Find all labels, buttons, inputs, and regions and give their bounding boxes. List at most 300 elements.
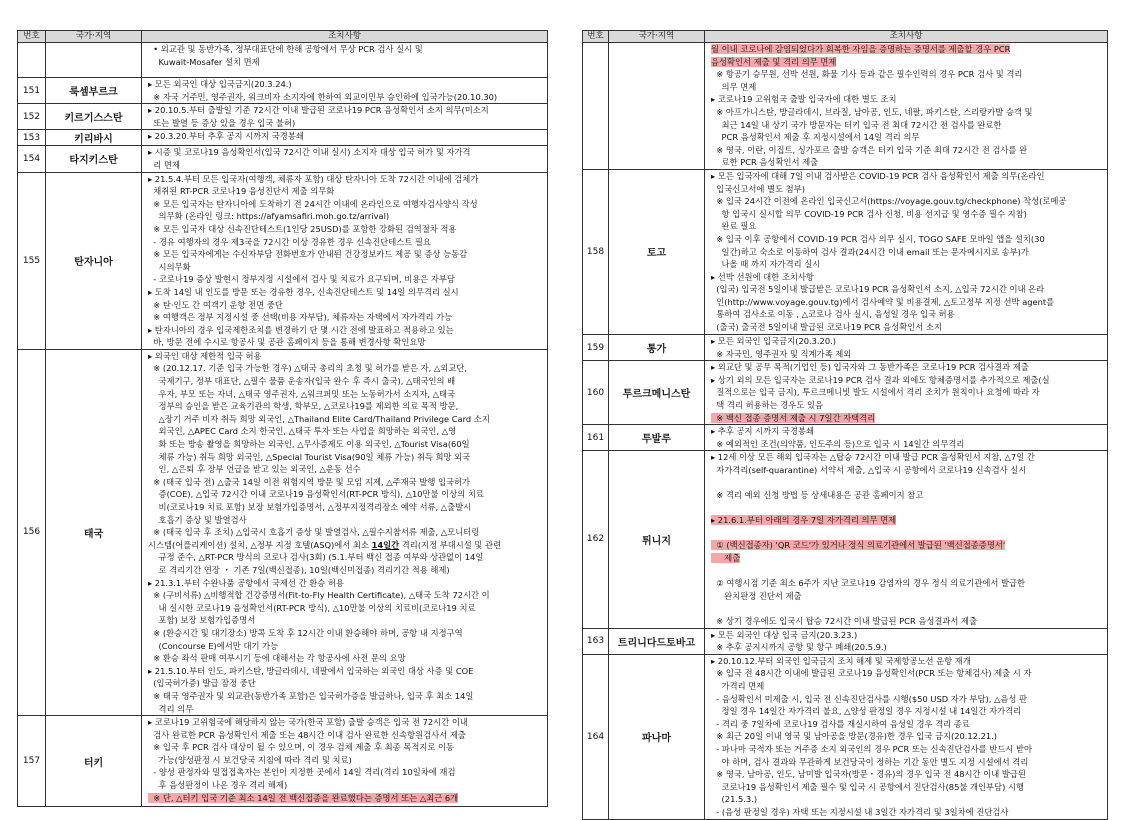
row-number: 158 (583, 169, 609, 334)
header-action: 조치사항 (705, 31, 1108, 43)
action-line (148, 413, 543, 426)
row-number: 151 (18, 78, 46, 104)
action-line (148, 564, 543, 577)
action-line (711, 793, 1103, 806)
action-text: ▸ 21.5.4.부터 모든 입국자(여행객, 체류자 포함) 대상 탄자니아 도착 72시간 이내에 검체가 (148, 173, 479, 184)
action-line (148, 198, 543, 211)
row-number: 162 (583, 451, 609, 628)
action-text: ※ 예외적인 조건(의약품, 인도주의 등)으로 입국 시 14일간 의무격리 (711, 438, 965, 449)
action-line (711, 476, 1103, 489)
action-line (148, 652, 543, 665)
action-line (148, 350, 543, 363)
action-line (711, 680, 1103, 693)
action-text (711, 566, 714, 576)
action-line (711, 170, 1103, 183)
action-line (711, 296, 1103, 309)
action-cell (142, 146, 548, 172)
action-line (148, 286, 543, 299)
action-text: • 외교관 및 동반가족, 정부대표단에 한해 공항에서 무상 PCR 검사 실시 및 (148, 44, 423, 54)
action-line (711, 425, 1103, 438)
action-text: ※ 격리 예외 신청 방법 등 상세내용은 공관 홈페이지 참고 (711, 490, 924, 501)
action-line (148, 677, 543, 690)
action-line (148, 78, 543, 91)
action-line (148, 476, 543, 489)
action-text: ▸ 코로나19 고위험국 출발 입국자에 대한 별도 조치 (711, 94, 897, 105)
action-cell (705, 334, 1108, 360)
action-line (711, 438, 1103, 451)
table-row (18, 172, 548, 349)
action-text: ▸ 모든 입국자에 대해 7일 이내 검사받은 COVID-19 PCR 검사 음성확인서 제출 의무(온라인 (711, 170, 1045, 181)
action-line (711, 451, 1103, 464)
action-text: 포함) 보장 보험가입증명서 (148, 615, 256, 626)
action-text: (입국) 입국전 5일이내 발급받은 코로나19 PCR 음성확인서 소지, △입국 72시간 이내 온라 (711, 284, 1045, 295)
action-text: 화 또는 방송 촬영을 희망하는 외국인, △무사증제도 이용 외국인, △Tourist Visa(60일 (148, 439, 470, 450)
action-text: 체류 가능) 취득 희망 외국인, △Special Tourist Visa(90일 체류 가능) 취득 희망 외국 (148, 451, 471, 462)
highlighted-text: 음성확인서 제출 및 격리 의무 면제 (711, 56, 837, 67)
action-line (711, 615, 1103, 628)
action-text: 의무 면제 (711, 81, 757, 92)
action-text: ※ 모든 입국자 대상 신속진단테스트(1인당 25USD)를 포함한 강화된 검역절차 적용 (148, 223, 457, 234)
action-line (711, 195, 1103, 208)
action-text: 야 하며, 검사 결과와 무관하게 보건당국이 정하는 기간 동안 별도 지정 시설에서 격리 (711, 756, 1029, 767)
action-text (711, 503, 714, 513)
action-text: 바, 방문 전에 수시로 항공사 및 공관 홈페이지 등을 통해 변경사항 확인요망 (148, 337, 426, 348)
action-text: 항 입국시 실시할 의무 COVID-19 PCR 검사 신청, 비용 선지급 및 영수증 필수 지참) (711, 208, 1027, 219)
action-line (148, 665, 543, 678)
action-line (711, 514, 1103, 527)
action-line (148, 236, 543, 249)
action-text: ※ (태국 입국 전) △출국 14일 이전 위험지역 방문 및 모임 지제, △주재국 발행 입국허가 (148, 476, 471, 487)
action-text: ※ (구비서류) △비행적합 건강증명서(Fit-to-Fly Health Certificate), △태국 도착 72시간 이 (148, 590, 490, 601)
action-line (148, 400, 543, 413)
action-line (711, 258, 1103, 271)
action-cell (705, 628, 1108, 654)
action-text: 최근 14일 내 상기 국가 방문자는 터키 입국 전 최대 72시간 전 검사를 완료한 (711, 119, 1002, 130)
action-line (148, 210, 543, 223)
action-line (711, 81, 1103, 94)
action-cell (705, 654, 1108, 819)
action-cell (705, 43, 1108, 170)
action-line (148, 526, 543, 539)
table-row (583, 425, 1108, 451)
table-row (583, 451, 1108, 628)
action-text: ▸ 모든 외국인 입국금지(20.3.20.) (711, 335, 836, 346)
action-text: 의무화 (온라인 링크: https://afyamsafiri.moh.go.tz/arrival) (148, 211, 390, 222)
action-text: ※ 최근 20일 이내 영국 및 남아공을 방문(경유)한 경우 입국 금지(20.12.21.) (711, 731, 998, 742)
action-line (711, 144, 1103, 157)
action-text: ▸ 도착 14일 내 인도를 방문 또는 경유한 경우, 신속진단테스트 및 14일 의무격리 실시 (148, 286, 459, 297)
country-name (46, 43, 142, 78)
left-header-row (18, 31, 548, 43)
country-name: 타지키스탄 (46, 146, 142, 172)
action-text: ▸ 20.10.12.부터 외국인 입국금지 조치 해제 및 국제항공노선 운항 재개 (711, 655, 971, 666)
action-line (148, 614, 543, 627)
action-text: ▸ 21.5.10.부터 인도, 파키스탄, 방글라데시, 네팔에서 입국하는 외국인 대상 사증 및 COE (148, 665, 474, 676)
row-number: 160 (583, 361, 609, 425)
action-line (148, 792, 543, 805)
action-text: ※ 입국 24시간 이전에 온라인 입국신고서(https://voyage.gouv.tg/checkphone) 작성(로메공 (711, 196, 1067, 207)
action-line (148, 336, 543, 349)
action-text: Kuwait-Mosafer 설치 면제 (148, 56, 260, 67)
table-row (583, 654, 1108, 819)
action-line (711, 730, 1103, 743)
action-line (711, 641, 1103, 654)
row-number: 164 (583, 654, 609, 819)
action-text: 비(코로나19 치료 포함) 보장 보험가입증명서, △정부지정격리장소 예약 서류, △출발시 (148, 502, 472, 512)
country-name: 투르크메니스탄 (609, 361, 705, 425)
action-text: - 파나마 국적자 또는 거주증 소지 외국인의 경우 PCR 또는 신속진단검사를 반드시 받아 (711, 743, 1032, 754)
action-text: 증(COE), △입국 72시간 이내 코로나19 음성확인서(RT-PCR 방식), △10만불 이상의 치료 (148, 489, 484, 500)
action-text: ※ 상기 경우에도 입국시 탑승 72시간 이내 발급된 PCR 음성결과서 제출 (711, 616, 978, 626)
action-line (148, 223, 543, 236)
action-line (711, 667, 1103, 680)
right-header-row (583, 31, 1108, 43)
action-cell (142, 172, 548, 349)
table-row (18, 78, 548, 104)
action-text: ※ 자국 거주민, 영주권자, 워크비자 소지자에 한하여 외교이민부 승인하에 입국가능(20.10.30) (148, 91, 498, 102)
action-text: ▸ 추후 공지 시까지 국경봉쇄 (711, 426, 814, 437)
action-line (711, 374, 1103, 387)
action-text: 인(http://www.voyage.gouv.tg)에서 검사예약 및 비용결제, △토고정부 지정 선박 agent를 (711, 296, 1055, 307)
action-line (711, 577, 1103, 590)
action-line (148, 514, 543, 527)
highlighted-text: ▸ 21.6.1.부터 아래의 경우 7일 자가격리 의무 면제 (711, 515, 897, 526)
country-name: 트리니다드토바고 (609, 628, 705, 654)
country-name: 튀니지 (609, 451, 705, 628)
action-text: (Concourse E)에서만 대기 가능 (148, 640, 279, 651)
action-line (711, 756, 1103, 769)
action-text: 질적으로는 입국 금지), 투르크메니빗 발도 시설에서 격리 조치가 원칙이나 요청에 따라 자 (711, 387, 1040, 398)
action-line (148, 130, 543, 143)
table-row (18, 349, 548, 715)
action-line (148, 766, 543, 779)
highlighted-text: 월 이내 코로나에 감염되었다가 회복한 자임을 증명하는 증명서를 제출할 경우 PCR (711, 44, 1011, 54)
action-line (148, 488, 543, 501)
action-line (711, 693, 1103, 706)
action-line (711, 399, 1103, 412)
action-text: ※ (환승시간 및 대기장소) 방콕 도착 후 12시간 이내 환승해야 하며, 공항 내 지정구역 (148, 627, 463, 638)
action-text: 료한 PCR 음성확인서 제출 (711, 157, 819, 168)
action-text: ▸ 모든 외국인 대상 입국 금지(20.3.23.) (711, 629, 858, 640)
action-line (711, 718, 1103, 731)
action-line (148, 451, 543, 464)
action-line (148, 640, 543, 653)
action-text: ※ 모든 입국자는 탄자니아에 도착하기 전 24시간 이내에 온라인으로 여행자검사양식 작성 (148, 198, 478, 209)
action-text: ※ 태국 영주권자 및 외교관(동반가족 포함)은 입국허가증을 발급하나, 입국 후 최소 14일 (148, 690, 474, 701)
action-text: ※ 입국 후 PCR 검사 대상이 될 수 있으며, 이 경우 검체 제출 후 최종 목적지로 이동 (148, 742, 455, 753)
action-line (711, 386, 1103, 399)
action-text: ※ 입국 전 48시간 이내에 발급된 코로나19 음성확인서(PCR 또는 항체검사) 제출 시 자 (711, 668, 1032, 679)
action-text: ▸ 외교단 및 공무 목적(기업인 등) 입국자와 그 동반가족은 코로나19 PCR 검사결과 제출 (711, 362, 1029, 373)
header-country: 국가·지역 (46, 31, 142, 43)
action-text: 완치판정 진단서 제출 (711, 590, 802, 601)
action-text: ▸ 탄자니아의 경우 입국제한조치를 변경하기 단 몇 시간 전에 발표하고 적용하고 있는 (148, 324, 454, 335)
action-text: 완료 필요 (711, 221, 757, 232)
action-line (711, 335, 1103, 348)
action-line (148, 501, 543, 514)
action-text: - 양성 판정자와 밀접접촉자는 본인이 지정한 곳에서 14일 격리(격리 10일차에 재검 (148, 767, 456, 778)
action-text: ※ 아프가니스탄, 방글라데시, 브라질, 남아공, 인도, 네팔, 파키스탄, 스리랑카발 승객 및 (711, 106, 1033, 117)
country-name: 키리바시 (46, 130, 142, 146)
left-table (17, 30, 548, 807)
action-text: ▸ 12세 이상 모든 해외 입국자는 △탑승 72시간 이내 발급 PCR 음성확인서 지참, △7일 간 (711, 452, 1035, 463)
action-line (148, 438, 543, 451)
country-name: 룩셈부르크 (46, 78, 142, 104)
action-text: ※ (20.12.17. 기준 입국 가능한 경우) △태국 총리의 초청 및 허가를 받은 자, △외교단, (148, 363, 467, 374)
header-no: 번호 (18, 31, 46, 43)
action-text: ▸ 코로나19 고위험국에 해당하지 않는 국가(한국 포함) 출발 승객은 입국 전 72시간 이내 (148, 717, 468, 728)
row-number: 155 (18, 172, 46, 349)
row-number (583, 43, 609, 170)
action-line (711, 781, 1103, 794)
action-text: ※ 모든 입국자에게는 수신자부담 전화번호가 안내된 건강정보카드 제공 및 증상 능동감 (148, 249, 468, 260)
table-row (18, 146, 548, 172)
action-line (148, 159, 543, 172)
header-no: 번호 (583, 31, 609, 43)
country-name: 태국 (46, 349, 142, 715)
action-text: ※ 입국 이후 공항에서 COVID-19 PCR 검사 의무 실시, TOGO SAFE 모바일 앱을 설치(30 (711, 233, 1045, 244)
action-text: ※ 영국, 남아공, 인도, 남미발 입국자(방문・경유)의 경우 입국 전 48시간 이내 발급된 (711, 769, 1026, 780)
action-text (711, 528, 714, 538)
row-number: 153 (18, 130, 46, 146)
action-text: ▸ 21.3.1.부터 수완나품 공항에서 국제선 간 환승 허용 (148, 577, 344, 588)
action-line (711, 489, 1103, 502)
action-text: 후 음성판정이 나온 경우 격리 해제) (148, 780, 288, 791)
action-line (711, 412, 1103, 425)
action-line (711, 208, 1103, 221)
action-text: 일간)하고 숙소로 이동하여 검사 결과(24시간 이내 email 또는 문자메시지로 송부)가 (711, 246, 1029, 257)
action-line (148, 273, 543, 286)
action-text: (입국허가증) 발급 잠정 중단 (148, 678, 256, 689)
action-text: 자가격리(self-quarantine) 서약서 제출, △입국 시 공항에서 코로나19 신속검사 실시 (711, 464, 1027, 475)
table-row (583, 628, 1108, 654)
action-cell (705, 169, 1108, 334)
action-text: ▸ 시증 및 코로나19 음성확인서(입국 72시간 이내 실시) 소지자 대상 입국 허가 및 자가격 (148, 147, 471, 158)
action-line (711, 283, 1103, 296)
row-number: 156 (18, 349, 46, 715)
action-text: 리 면제 (148, 159, 180, 170)
country-name: 통가 (609, 334, 705, 360)
action-line (148, 741, 543, 754)
row-number: 154 (18, 146, 46, 172)
country-name: 토고 (609, 169, 705, 334)
country-name: 키르기스스탄 (46, 104, 142, 130)
highlighted-text: ※ 백신 접종 증명서 제출 시 7일간 자택격리 (711, 412, 876, 423)
action-text: - 격리 중 7일차에 코로나19 검사를 재실시하여 음성일 경우 격리 종료 (711, 718, 970, 729)
table-row (583, 334, 1108, 360)
action-text: ▸ 외국인 대상 제한적 입국 허용 (148, 350, 262, 361)
action-line (711, 361, 1103, 374)
action-cell (142, 78, 548, 104)
action-line (711, 539, 1103, 552)
row-number: 152 (18, 104, 46, 130)
highlighted-text: 제출 (711, 553, 741, 564)
action-line (711, 348, 1103, 361)
row-number: 157 (18, 716, 46, 807)
action-line (711, 131, 1103, 144)
action-text: 정부의 승인을 받은 교육기관의 학생, 학부모, △코로나19를 제외한 의료 목적 방문, (148, 401, 459, 412)
action-text: 로 격리기간 연장 ・ 기존 7일(백신접종), 10일(백신미접종) 격리기간 적용 해제) (148, 564, 450, 575)
action-line (148, 716, 543, 729)
action-text: (출국) 출국전 5일이내 발급된 코로나19 PCR 음성확인서 소지 (711, 322, 942, 333)
action-line (148, 388, 543, 401)
action-line (148, 146, 543, 159)
action-line (711, 768, 1103, 781)
action-line (711, 705, 1103, 718)
action-line (148, 362, 543, 375)
action-text: 검사 완료한 PCR 음성확인서 제출 또는 48시간 이내 검사 완료한 신속항원검사서 제출 (148, 729, 466, 740)
action-text: - 경유 여행자의 경우 제3국을 72시간 이상 경유한 경우 신속진단테스트 필요 (148, 236, 431, 247)
action-line (148, 91, 543, 104)
action-text: ▸ 20.10.5.부터 출발일 기준 72시간 이내 발급된 코로나19 PCR 음성확인서 소지 의무(미소지 (148, 105, 489, 116)
action-line (711, 502, 1103, 515)
action-cell (142, 43, 548, 78)
highlighted-text: ※ 단, △터키 입국 기준 최소 14일 전 백신접종을 완료했다는 증명서 또는 △최근 6개 (148, 792, 459, 803)
action-text: 격리 의무 (148, 703, 194, 714)
action-text: ② 여행시점 기준 최소 6주가 지난 코로나19 감염자의 경우 정식 의료기관에서 발급한 (711, 578, 1026, 589)
action-line (711, 629, 1103, 642)
action-line (711, 68, 1103, 81)
action-text: ※ 탄·인도 간 여객기 운항 전면 중단 (148, 299, 283, 310)
action-line (711, 806, 1103, 819)
action-cell (705, 451, 1108, 628)
action-text: 국제기구, 정부 대표단, △필수 물품 운송자(입국 완수 후 즉시 출국), △태국인의 배 (148, 376, 456, 387)
action-line (711, 565, 1103, 578)
action-text: ▸ 상기 외의 모든 입국자는 코로나19 PCR 검사 결과 외에도 항체증명서를 추가적으로 제출(실 (711, 374, 1050, 385)
action-line (711, 552, 1103, 565)
action-line (148, 117, 543, 130)
table-row (583, 43, 1108, 170)
action-line (148, 261, 543, 274)
action-text: 시의무화 (148, 261, 191, 272)
action-line (148, 577, 543, 590)
action-line (711, 183, 1103, 196)
right-table (582, 30, 1108, 820)
action-line (711, 590, 1103, 603)
action-text: 코로나19 음성확인서 제출 필수 및 입국 시 공항에서 진단검사(85불 개인부담) 시행 (711, 781, 1024, 792)
action-line (148, 104, 543, 117)
emphasis-text: 14일간 (371, 539, 400, 550)
action-text: 우자, 부모 또는 자녀, △태국 영주권자, △워크퍼밋 또는 노동허가서 소지자, △태국 (148, 388, 456, 399)
action-text: 인, △은퇴 후 장부 언급을 받고 있는 외국인, △운동 선수 (148, 464, 361, 475)
action-line (148, 539, 543, 552)
action-line (711, 43, 1103, 56)
action-text: PCR 음성확인서 제출 후 지정시설에서 14일 격리 의무 (711, 132, 920, 143)
action-text (711, 477, 714, 487)
action-line (711, 655, 1103, 668)
row-number: 163 (583, 628, 609, 654)
action-text: ▸ 모든 외국인 대상 입국금지(20.3.24.) (148, 79, 292, 89)
action-cell (142, 130, 548, 146)
action-text: ※ 항공기 승무원, 선박 선원, 화물 기사 등과 같은 필수인력의 경우 PCR 검사 및 격리 (711, 69, 1023, 80)
row-number: 161 (583, 425, 609, 451)
action-line (711, 93, 1103, 106)
action-line (148, 185, 543, 198)
action-line (148, 56, 543, 69)
action-text: △장기 거주 비자 취득 희망 외국인, △Thailand Elite Card/Thailand Privilege Card 소지 (148, 413, 490, 424)
table-row (18, 104, 548, 130)
action-text: 택 격리 허용하는 경우도 있음 (711, 399, 824, 410)
action-cell (142, 104, 548, 130)
action-text: ※ 영국, 이란, 이집트, 싱가포르 출발 승객은 터키 입국 기준 최대 72시간 전 검사를 완 (711, 144, 1028, 155)
country-name: 파나마 (609, 654, 705, 819)
action-text: ※ 환승 좌석 판매 여부시기 등에 대해서는 각 항공사에 사전 문의 요망 (148, 653, 406, 664)
action-line (148, 375, 543, 388)
action-line (711, 271, 1103, 284)
action-text: ※ 여행객은 정부 지정시설 중 선택(비용 자부담), 체류자는 자택에서 자가격리 가능 (148, 312, 453, 323)
action-line (711, 106, 1103, 119)
action-text: ▸ 선박 선원에 대한 조치사항 (711, 271, 814, 282)
country-name (609, 43, 705, 170)
table-row (18, 43, 548, 78)
action-line (148, 463, 543, 476)
action-text: 정일 경우 14일간 자가격리 불요, △양성 판정일 경우 지정시설 내 14일간 자가격리 (711, 706, 1022, 717)
action-text: - 코로나19 증상 발현시 정부지정 시설에서 검사 및 치료가 요구되며, 비용은 자부담 (148, 274, 455, 285)
action-line (148, 729, 543, 742)
action-line (711, 464, 1103, 477)
row-number (18, 43, 46, 78)
action-text: 또는 발열 등 증상 있을 경우 입국 불허) (148, 117, 296, 128)
header-action: 조치사항 (142, 31, 548, 43)
action-text: 통하여 검사소로 이동 , △코로나 검사 실시, 음성일 경우 입국 허용 (711, 309, 955, 320)
action-cell (142, 349, 548, 715)
action-line (148, 703, 543, 716)
action-text (711, 603, 714, 613)
action-cell (705, 425, 1108, 451)
action-line (148, 589, 543, 602)
action-text: 입국신고서에 별도 첨부) (711, 183, 805, 194)
action-text: 가능(양성판정 시 보건당국 지침에 따라 격리 및 치료) (148, 754, 352, 765)
action-cell (705, 361, 1108, 425)
action-text: 내 실시한 코로나19 음성확인서(RT-PCR 방식), △10만불 이상의 치료비(코로나19 치료 (148, 602, 476, 613)
row-number: 159 (583, 334, 609, 360)
action-text: ※ 자국민, 영주권자 및 직계가족 제외 (711, 348, 852, 359)
action-text: - 음성확인서 미제출 시, 입국 전 신속진단검사를 시행($50 USD 자가 부담), △음성 판 (711, 693, 1028, 704)
action-line (148, 627, 543, 640)
action-text: ▸ 20.3.20.부터 추후 공지 시까지 국경봉쇄 (148, 131, 304, 142)
country-name: 투발루 (609, 425, 705, 451)
action-line (148, 43, 543, 56)
action-line (148, 248, 543, 261)
action-text: - (음성 판정일 경우) 자택 또는 지정시설 내 3일간 자가격리 및 3일차에 진단검사 (711, 806, 1009, 817)
action-line (148, 690, 543, 703)
action-line (148, 425, 543, 438)
country-name: 탄자니아 (46, 172, 142, 349)
action-line (711, 233, 1103, 246)
action-line (711, 246, 1103, 259)
action-line (711, 527, 1103, 540)
action-line (711, 220, 1103, 233)
action-text: 가격리 면제 (711, 680, 765, 691)
action-text: 시스템(어플리케이션) 설치, △정부 지정 호텔(ASQ)에서 최소 (148, 539, 372, 550)
action-text: 규정 준수, △RT-PCR 방식의 코로나 검사(3회) (5.1.부터 백신 접종 여부와 상관없이 14일 (148, 552, 484, 563)
action-line (148, 311, 543, 324)
action-line (711, 119, 1103, 132)
action-text: 격리(지정 부대시설 및 관련 (399, 539, 502, 550)
action-line (711, 321, 1103, 334)
action-text: 외국인, △APEC Card 소지 한국인, △태국 투자 또는 사업을 희망하는 외국인, △영 (148, 426, 457, 437)
action-text: ※ 추후 공지시까지 공항 및 항구 폐쇄(20.5.9.) (711, 642, 887, 653)
action-line (148, 299, 543, 312)
action-line (711, 743, 1103, 756)
action-text: 나올 때 까지 자가격리 실시 (711, 259, 821, 270)
action-text: ※ (태국 입국 후 조치) △입국시 호흡기 증상 및 발열검사, △필수지참서류 제출, △모니터링 (148, 527, 480, 538)
action-line (711, 602, 1103, 615)
action-text: (21.5.3.) (711, 794, 758, 805)
action-line (711, 156, 1103, 169)
action-line (711, 308, 1103, 321)
country-name: 터키 (46, 716, 142, 807)
